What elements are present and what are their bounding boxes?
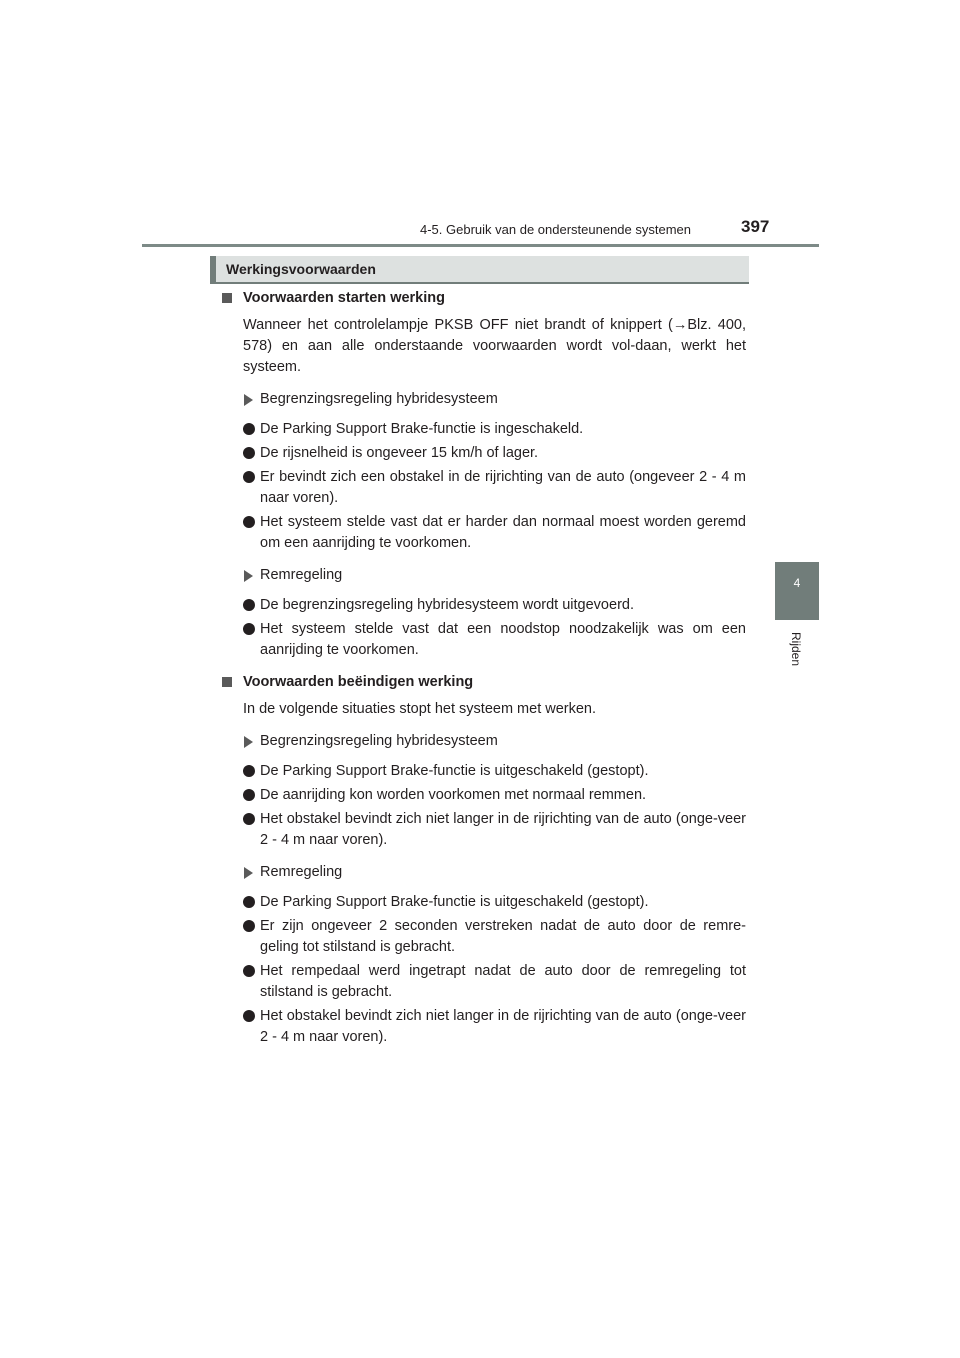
list-group-label <box>222 862 746 883</box>
dot-bullet-icon <box>243 447 255 459</box>
list-item-text: Het systeem stelde vast dat er harder dan normaal moest worden geremd om een aanrijding te voorkomen. <box>260 514 746 551</box>
dot-bullet-icon <box>243 813 255 825</box>
list-item <box>222 443 746 464</box>
dot-bullet-icon <box>243 920 255 932</box>
list-item <box>222 512 746 554</box>
list-item-text: Er zijn ongeveer 2 seconden verstreken nadat de auto door de remre-geling tot stilstand is gebracht. <box>260 918 746 955</box>
list-item <box>222 761 746 782</box>
group-label-text: Remregeling <box>260 864 343 880</box>
header-divider <box>142 244 819 247</box>
section-header <box>210 256 749 282</box>
list-group-label <box>222 565 746 586</box>
list-item-text: De Parking Support Brake-functie is uitgeschakeld (gestopt). <box>260 763 649 779</box>
chapter-title: 4-5. Gebruik van de ondersteunende systemen <box>420 222 692 237</box>
list-item-text: Het systeem stelde vast dat een noodstop noodzakelijk was om een aanrijding te voorkomen. <box>260 621 746 658</box>
list-item-text: Het obstakel bevindt zich niet langer in de rijrichting van de auto (onge-veer 2 - 4 m naar voren). <box>260 1008 746 1045</box>
list-item <box>222 619 746 661</box>
list-item-text: De Parking Support Brake-functie is uitgeschakeld (gestopt). <box>260 894 649 910</box>
dot-bullet-icon <box>243 471 255 483</box>
dot-bullet-icon <box>243 965 255 977</box>
subheading-text: Voorwaarden starten werking <box>243 290 445 306</box>
arrow-bullet-icon <box>244 736 253 748</box>
list-item-text: De begrenzingsregeling hybridesysteem wordt uitgevoerd. <box>260 597 634 613</box>
list-item-text: De rijsnelheid is ongeveer 15 km/h of lager. <box>260 445 539 461</box>
subheading-end <box>222 672 746 693</box>
arrow-bullet-icon <box>244 867 253 879</box>
page-number: 397 <box>741 217 770 236</box>
list-item <box>222 892 746 913</box>
list-item <box>222 467 746 509</box>
dot-bullet-icon <box>243 599 255 611</box>
group-label-text: Begrenzingsregeling hybridesysteem <box>260 391 498 407</box>
arrow-bullet-icon <box>244 570 253 582</box>
chapter-tab-label: Rijden <box>789 632 803 667</box>
list-item <box>222 419 746 440</box>
main-content <box>222 288 746 1051</box>
dot-bullet-icon <box>243 623 255 635</box>
list-item-text: Het obstakel bevindt zich niet langer in de rijrichting van de auto (onge-veer 2 - 4 m naar voren). <box>260 811 746 848</box>
list-item <box>222 595 746 616</box>
list-item-text: Er bevindt zich een obstakel in de rijrichting van de auto (ongeveer 2 - 4 m naar voren). <box>260 469 746 506</box>
list-item-text: De Parking Support Brake-functie is ingeschakeld. <box>260 421 584 437</box>
list-group-label <box>222 389 746 410</box>
section-title: Werkingsvoorwaarden <box>226 261 376 277</box>
square-bullet-icon <box>222 293 232 303</box>
dot-bullet-icon <box>243 516 255 528</box>
list-item <box>222 1006 746 1048</box>
arrow-bullet-icon <box>244 394 253 406</box>
list-item <box>222 809 746 851</box>
dot-bullet-icon <box>243 896 255 908</box>
dot-bullet-icon <box>243 423 255 435</box>
paragraph: In de volgende situaties stopt het systeem met werken. <box>243 701 597 717</box>
dot-bullet-icon <box>243 1010 255 1022</box>
chapter-tab-number: 4 <box>793 576 801 590</box>
subheading-start <box>222 288 746 309</box>
group-label-text: Remregeling <box>260 567 343 583</box>
subheading-text: Voorwaarden beëindigen werking <box>243 674 474 690</box>
list-item-text: De aanrijding kon worden voorkomen met normaal remmen. <box>260 787 647 803</box>
list-item-text: Het rempedaal werd ingetrapt nadat de auto door de remregeling tot stilstand is gebracht. <box>260 963 746 1000</box>
square-bullet-icon <box>222 677 232 687</box>
dot-bullet-icon <box>243 789 255 801</box>
list-item <box>222 785 746 806</box>
list-item <box>222 961 746 1003</box>
list-item <box>222 916 746 958</box>
dot-bullet-icon <box>243 765 255 777</box>
group-label-text: Begrenzingsregeling hybridesysteem <box>260 733 498 749</box>
paragraph: Wanneer het controlelampje PKSB OFF niet brandt of knippert (→Blz. 400, 578) en aan alle onderstaande voorwaarden wordt vol-daan, werkt het systeem. <box>243 317 746 375</box>
chapter-tab <box>775 562 819 620</box>
list-group-label <box>222 731 746 752</box>
